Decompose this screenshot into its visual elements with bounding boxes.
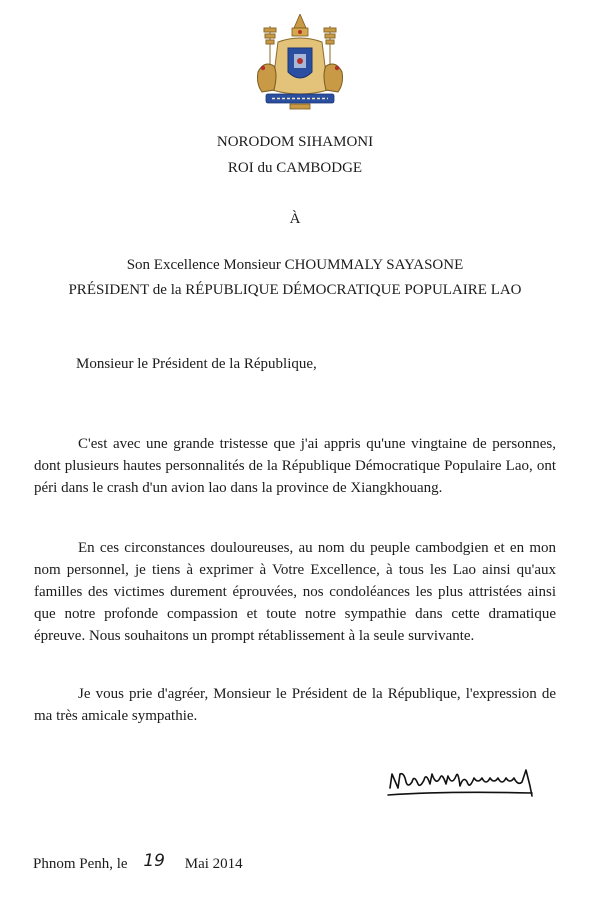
body-paragraph-3 [34, 683, 556, 727]
dateline [33, 853, 243, 873]
addressee-line-2: PRÉSIDENT de la RÉPUBLIQUE DÉMOCRATIQUE POPULAIRE LAO [68, 282, 522, 298]
addressee-line-1: Son Excellence Monsieur CHOUMMALY SAYASONE [126, 257, 464, 273]
salutation: Monsieur le Président de la République, [76, 356, 317, 372]
body-paragraph-1 [34, 433, 556, 499]
dateline-month-year: Mai 2014 [184, 856, 243, 872]
body-paragraph-3-text: Je vous prie d'agréer, Monsieur le Président de la République, l'expression de ma très amicale sympathie. [34, 686, 556, 724]
sender-title: ROI du CAMBODGE [227, 160, 363, 176]
royal-coat-of-arms-icon [250, 14, 350, 112]
handwritten-signature [386, 762, 542, 804]
to-marker: À [289, 211, 301, 227]
dateline-place: Phnom Penh, le [33, 856, 128, 872]
sender-name: NORODOM SIHAMONI [216, 134, 374, 150]
body-paragraph-1-text: C'est avec une grande tristesse que j'ai appris qu'une vingtaine de personnes, dont plusieurs hautes personnalités de la République Démocratique Populaire Lao, ont péri dans le crash d'un avion lao dans la province de Xiangkhouang. [34, 436, 556, 496]
dateline-day: 19 [143, 851, 165, 871]
body-paragraph-2-text: En ces circonstances douloureuses, au nom du peuple cambodgien et en mon nom personnel, je tiens à exprimer à Votre Excellence, à tous les Lao ainsi qu'aux familles des victimes durement éprouvées, nos condoléances les plus attristées ainsi que notre profonde compassion et toute notre sympathie dans cette dramatique épreuve. Nous souhaitons un prompt rétablissement à la seule survivante. [34, 540, 556, 644]
body-paragraph-2 [34, 537, 556, 647]
